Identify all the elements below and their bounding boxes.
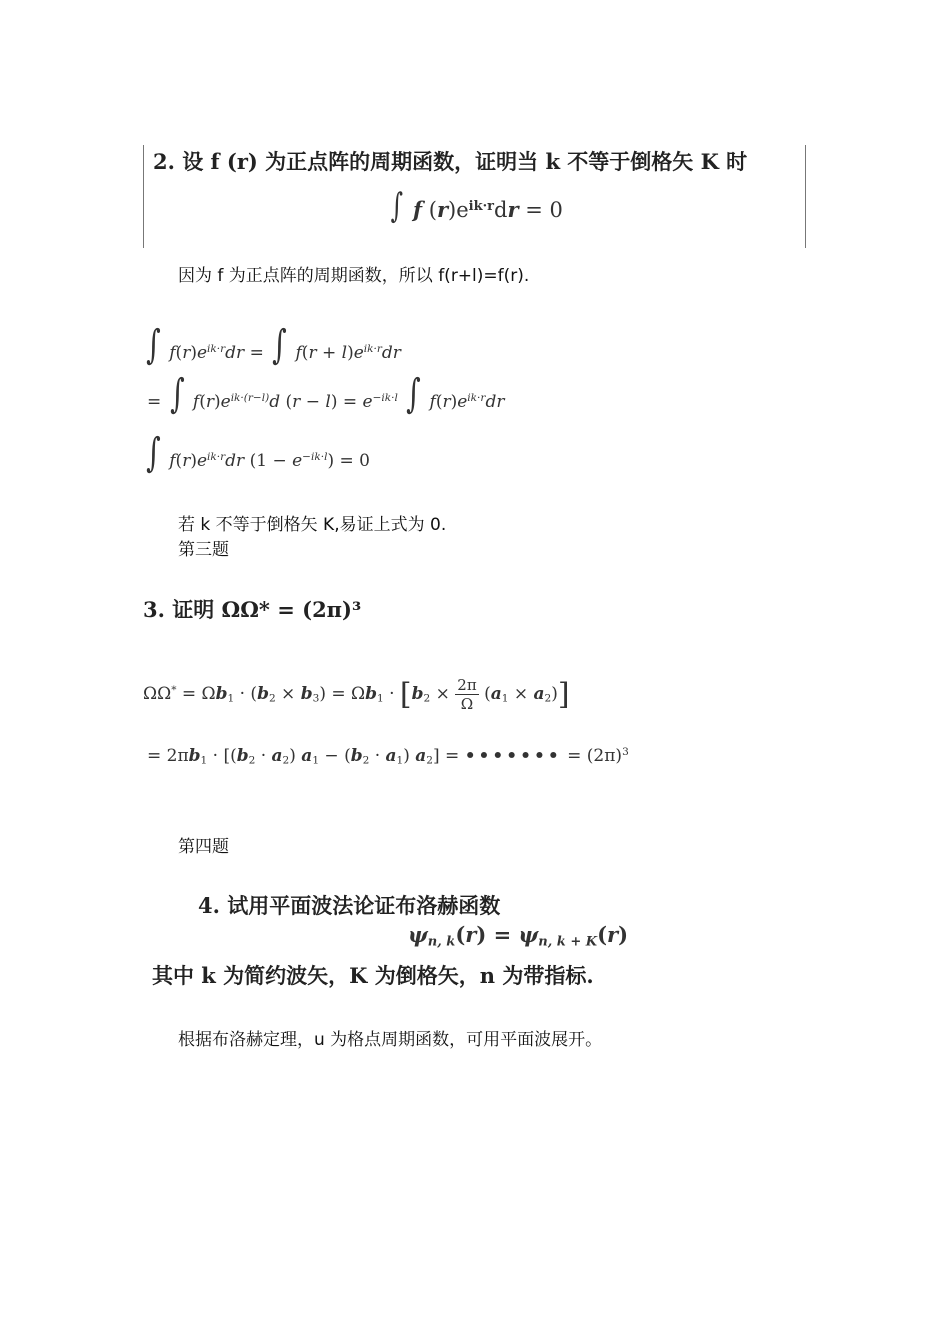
problem3-derivation-line-2: = $2\pi b_1 \cdot [(b_2 \cdot a_2) a_1 - (b_2 \cdot a_1) a_2]$ = ••••••• = $(2\pi)^3$: [147, 746, 629, 767]
problem2-conclusion: 若 k 不等于倒格矢 K,易证上式为 0.: [178, 515, 447, 535]
problem2-derivation-line-3: ∫ $f(r)e^{ik\cdot r}dr$ $(1 - e^{-ik\cdot l}) = 0$: [146, 430, 370, 476]
problem3-derivation-line-1: $\Omega\Omega^* = \Omega b_1 \cdot (b_2 \times b_3) = \Omega b_1 \cdot [b_2$ × $\frac{2\pi}{\Omega}$ $(a_1 \times a_2)$]: [143, 676, 570, 713]
problem4-answer: 根据布洛赫定理，u 为格点周期函数，可用平面波展开。: [178, 1030, 603, 1050]
problem2-derivation-line-1: ∫ $f(r)e^{ik\cdot r}dr$ = ∫ $f(r + l)e^{ik\cdot r}dr$: [146, 322, 401, 368]
problem4-formula: $\psi_{n, k}(r) = \psi_{n, k + K}(r)$: [408, 922, 629, 950]
section4-label: 第四题: [178, 837, 229, 857]
section3-label: 第三题: [178, 540, 229, 560]
scan-right-border: [805, 145, 806, 248]
problem4-note: 其中 k 为简约波矢，K 为倒格矢，n 为带指标.: [152, 963, 594, 988]
problem2-heading: 2. 设 f (r) 为正点阵的周期函数，证明当 k 不等于倒格矢 K 时: [153, 149, 748, 174]
problem2-answer-intro: 因为 f 为正点阵的周期函数，所以 f(r+l)=f(r).: [178, 266, 530, 286]
scan-left-border: [143, 145, 144, 248]
problem4-heading: 4. 试用平面波法论证布洛赫函数: [198, 893, 501, 918]
problem3-heading: 3. 证明 ΩΩ* = (2π)³: [143, 597, 362, 622]
problem2-derivation-line-2: = ∫ $f(r)e^{ik\cdot(r-l)}d$ $(r - l) = e^{-ik\cdot l}$ ∫ $f(r)e^{ik\cdot r}dr$: [147, 371, 505, 417]
problem2-formula: ∫ f $(r)e^{ik\cdot r}dr = 0$: [390, 186, 563, 226]
